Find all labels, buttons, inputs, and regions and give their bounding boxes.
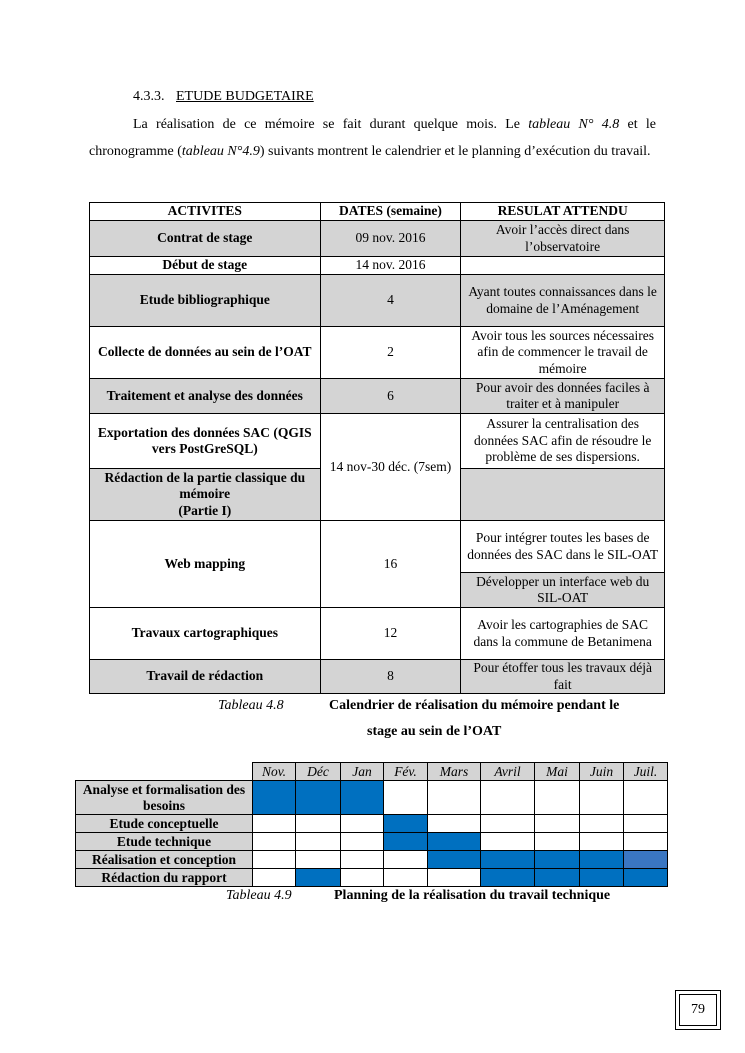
gantt-cell	[624, 815, 668, 833]
gantt-cell-filled	[341, 781, 384, 815]
gantt-cell-filled	[296, 781, 341, 815]
gantt-cell	[428, 869, 481, 887]
planning-gantt-table	[75, 762, 668, 887]
result-cell: Avoir les cartographies de SAC dans la commune de Betanimena	[461, 608, 665, 660]
header-result: RESULAT ATTENDU	[461, 203, 665, 221]
date-cell: 2	[320, 327, 461, 379]
activity-cell	[90, 469, 321, 521]
gantt-row	[76, 781, 668, 815]
date-cell: 14 nov. 2016	[320, 257, 461, 275]
activity-cell: Web mapping	[90, 521, 321, 608]
gantt-cell-filled	[580, 869, 624, 887]
result-cell: Avoir tous les sources nécessaires afin de commencer le travail de mémoire	[461, 327, 665, 379]
date-cell: 6	[320, 379, 461, 414]
gantt-cell-filled	[428, 833, 481, 851]
gantt-cell	[296, 833, 341, 851]
gantt-cell	[428, 815, 481, 833]
result-cell: Pour intégrer toutes les bases de données des SAC dans le SIL-OAT	[461, 521, 665, 573]
header-dates: DATES (semaine)	[320, 203, 461, 221]
month-header: Jan	[341, 763, 384, 781]
caption-label: Tableau 4.9	[226, 888, 292, 903]
gantt-cell-filled	[535, 851, 580, 869]
activity-cell: Début de stage	[90, 257, 321, 275]
caption-text: Calendrier de réalisation du mémoire pendant le	[329, 698, 620, 713]
gantt-cell	[384, 869, 428, 887]
header-activities: ACTIVITES	[90, 203, 321, 221]
result-cell: Assurer la centralisation des données SAC afin de résoudre le problème de ses dispersions.	[461, 414, 665, 469]
section-heading	[133, 89, 314, 105]
gantt-cell-filled	[253, 781, 296, 815]
activity-cell: Contrat de stage	[90, 221, 321, 257]
gantt-cell	[296, 851, 341, 869]
task-label: Analyse et formalisation des besoins	[76, 781, 253, 815]
table-4-9-caption	[226, 888, 610, 904]
result-cell	[461, 257, 665, 275]
caption-label: Tableau 4.8	[218, 698, 284, 713]
gantt-cell	[253, 851, 296, 869]
gantt-cell	[296, 815, 341, 833]
activity-line-2: (Partie I)	[178, 502, 232, 518]
table-row	[90, 275, 665, 327]
date-cell: 16	[320, 521, 461, 608]
table-row	[90, 221, 665, 257]
activity-cell: Exportation des données SAC (QGIS vers PostGreSQL)	[90, 414, 321, 469]
gantt-cell	[624, 833, 668, 851]
gantt-row	[76, 833, 668, 851]
activity-cell: Travail de rédaction	[90, 660, 321, 694]
gantt-cell	[428, 781, 481, 815]
table-row	[90, 414, 665, 469]
gantt-cell-filled	[580, 851, 624, 869]
gantt-cell	[580, 833, 624, 851]
task-label: Etude technique	[76, 833, 253, 851]
gantt-row	[76, 869, 668, 887]
month-header: Juil.	[624, 763, 668, 781]
gantt-cell-filled	[624, 851, 668, 869]
date-cell: 4	[320, 275, 461, 327]
month-header: Juin	[580, 763, 624, 781]
result-cell	[461, 469, 665, 521]
caption-text: Planning de la réalisation du travail technique	[334, 888, 611, 903]
gantt-cell	[580, 781, 624, 815]
gantt-cell	[341, 851, 384, 869]
gantt-cell	[580, 815, 624, 833]
page-number: 79	[679, 994, 717, 1026]
section-title: ETUDE BUDGETAIRE	[176, 89, 314, 104]
month-header: Mars	[428, 763, 481, 781]
result-cell: Développer un interface web du SIL-OAT	[461, 573, 665, 608]
gantt-row	[76, 851, 668, 869]
gantt-cell	[341, 815, 384, 833]
table-header-row	[90, 203, 665, 221]
month-header-row	[76, 763, 668, 781]
activity-cell: Etude bibliographique	[90, 275, 321, 327]
gantt-cell	[481, 815, 535, 833]
gantt-cell	[535, 815, 580, 833]
result-cell: Ayant toutes connaissances dans le domaine de l’Aménagement	[461, 275, 665, 327]
gantt-cell	[253, 833, 296, 851]
gantt-cell-filled	[481, 869, 535, 887]
gantt-cell	[481, 833, 535, 851]
result-cell: Avoir l’accès direct dans l’observatoire	[461, 221, 665, 257]
table-row	[90, 608, 665, 660]
gantt-cell	[535, 833, 580, 851]
activity-cell: Traitement et analyse des données	[90, 379, 321, 414]
table-row	[90, 257, 665, 275]
activity-cell: Collecte de données au sein de l’OAT	[90, 327, 321, 379]
month-header: Mai	[535, 763, 580, 781]
para-ref-2: tableau N°4.9	[181, 143, 260, 159]
table-row	[90, 327, 665, 379]
gantt-cell	[341, 869, 384, 887]
gantt-cell-filled	[428, 851, 481, 869]
table-row	[90, 379, 665, 414]
date-cell: 12	[320, 608, 461, 660]
gantt-cell-filled	[384, 833, 428, 851]
gantt-cell	[624, 781, 668, 815]
gantt-cell	[384, 851, 428, 869]
gantt-cell	[253, 869, 296, 887]
para-text-1: La réalisation de ce mémoire se fait durant quelque mois. Le	[133, 117, 529, 132]
gantt-cell	[535, 781, 580, 815]
result-cell: Pour étoffer tous les travaux déjà fait	[461, 660, 665, 694]
month-header: Nov.	[253, 763, 296, 781]
date-cell: 14 nov-30 déc. (7sem)	[320, 414, 461, 521]
page-number-box	[675, 990, 721, 1030]
table-row	[90, 660, 665, 694]
table-4-8-caption	[218, 698, 619, 714]
gantt-cell-filled	[535, 869, 580, 887]
gantt-cell-filled	[296, 869, 341, 887]
table-row	[90, 521, 665, 573]
para-text-3: ) suivants montrent le calendrier et le planning d’exécution du travail.	[259, 143, 651, 159]
month-header: Fév.	[384, 763, 428, 781]
para-ref-1: tableau N° 4.8	[528, 117, 620, 132]
task-label: Rédaction du rapport	[76, 869, 253, 887]
date-cell: 09 nov. 2016	[320, 221, 461, 257]
activity-line-1: Rédaction de la partie classique du mémoire	[104, 469, 306, 502]
table-4-8-caption-line2: stage au sein de l’OAT	[367, 724, 502, 739]
month-header: Avril	[481, 763, 535, 781]
gantt-cell-filled	[384, 815, 428, 833]
blank-corner	[76, 763, 253, 781]
intro-paragraph	[89, 112, 656, 165]
section-number: 4.3.3.	[133, 89, 165, 104]
gantt-cell-filled	[624, 869, 668, 887]
result-cell: Pour avoir des données faciles à traiter et à manipuler	[461, 379, 665, 414]
task-label: Réalisation et conception	[76, 851, 253, 869]
gantt-cell	[384, 781, 428, 815]
para-text-2: et le chronogramme (	[89, 117, 656, 159]
date-cell: 8	[320, 660, 461, 694]
task-label: Etude conceptuelle	[76, 815, 253, 833]
gantt-cell	[253, 815, 296, 833]
gantt-cell	[341, 833, 384, 851]
gantt-row	[76, 815, 668, 833]
activity-cell: Travaux cartographiques	[90, 608, 321, 660]
gantt-cell	[481, 781, 535, 815]
gantt-cell-filled	[481, 851, 535, 869]
activity-calendar-table	[89, 202, 665, 694]
month-header: Déc	[296, 763, 341, 781]
